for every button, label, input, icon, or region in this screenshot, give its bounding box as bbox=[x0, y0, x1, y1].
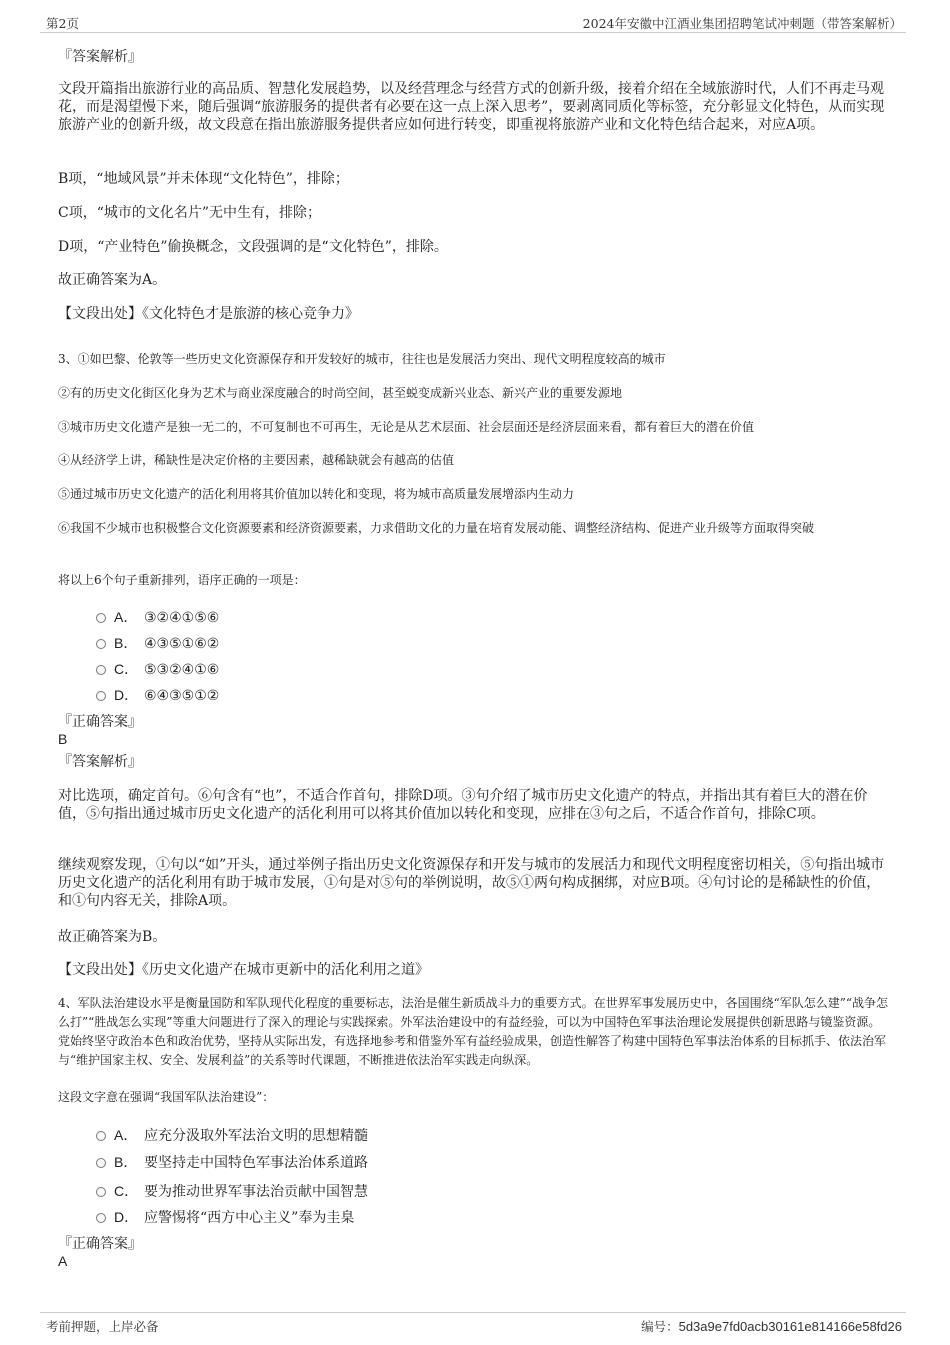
q3-sentence-2: ②有的历史文化街区化身为艺术与商业深度融合的时尚空间，甚至蜕变成新兴业态、新兴产业的重要发源地 bbox=[58, 386, 623, 400]
radio-icon[interactable] bbox=[96, 639, 106, 649]
q4-answer-label: 『正确答案』 bbox=[58, 1236, 142, 1252]
page-header bbox=[40, 10, 906, 33]
q4-option-c[interactable]: C． 要为推动世界军事法治贡献中国智慧 bbox=[96, 1181, 368, 1201]
q2-analysis-paragraph: 文段开篇指出旅游行业的高品质、智慧化发展趋势，以及经营理念与经营方式的创新升级，接着介绍在全域旅游时代，人们不再走马观花，而是渴望慢下来，随后强调“旅游服务的提供者有必要在这一点上深入思考”，要剥离同质化等标签，充分彰显文化特色，从而实现旅游产业的创新升级，故文段意在指出旅游服务提供者应如何进行转变，即重视将旅游产业和文化特色结合起来，对应A项。 bbox=[58, 81, 885, 133]
radio-icon[interactable] bbox=[96, 1187, 106, 1197]
q4-option-d[interactable]: D． 应警惕将“西方中心主义”奉为圭臬 bbox=[96, 1207, 354, 1227]
q2-analysis-b: B项，“地域风景”并未体现“文化特色”，排除； bbox=[58, 171, 349, 187]
page-number: 第2页 bbox=[46, 16, 79, 31]
radio-icon[interactable] bbox=[96, 1213, 106, 1223]
radio-icon[interactable] bbox=[96, 1158, 106, 1168]
q2-analysis-label: 『答案解析』 bbox=[58, 49, 142, 65]
q3-sentence-4: ④从经济学上讲，稀缺性是决定价格的主要因素，越稀缺就会有越高的估值 bbox=[58, 453, 455, 467]
q4-question: 这段文字意在强调“我国军队法治建设”： bbox=[58, 1090, 275, 1104]
q4-option-b[interactable]: B． 要坚持走中国特色军事法治体系道路 bbox=[96, 1152, 368, 1172]
q3-sentence-5: ⑤通过城市历史文化遗产的活化利用将其价值加以转化和变现，将为城市高质量发展增添内生动力 bbox=[58, 487, 575, 501]
q2-source: 【文段出处】《文化特色才是旅游的核心竞争力》 bbox=[58, 306, 359, 322]
page-footer bbox=[40, 1312, 906, 1339]
q3-stem: 3、①如巴黎、伦敦等一些历史文化资源保存和开发较好的城市，往往也是发展活力突出、现代文明程度较高的城市 bbox=[58, 352, 666, 366]
q3-source: 【文段出处】《历史文化遗产在城市更新中的活化利用之道》 bbox=[58, 962, 429, 978]
q3-question: 将以上6个句子重新排列，语序正确的一项是： bbox=[58, 573, 306, 587]
q3-option-c[interactable]: C． ⑤③②④①⑥ bbox=[96, 659, 219, 679]
radio-icon[interactable] bbox=[96, 1131, 106, 1141]
q3-option-d[interactable]: D． ⑥④③⑤①② bbox=[96, 685, 219, 705]
q3-sentence-3: ③城市历史文化遗产是独一无二的，不可复制也不可再生，无论是从艺术层面、社会层面还是经济层面来看，都有着巨大的潜在价值 bbox=[58, 420, 755, 434]
radio-icon[interactable] bbox=[96, 665, 106, 675]
q2-analysis-d: D项，“产业特色”偷换概念，文段强调的是“文化特色”，排除。 bbox=[58, 239, 448, 255]
q3-answer-label: 『正确答案』 bbox=[58, 714, 142, 730]
q3-option-b[interactable]: B． ④③⑤①⑥② bbox=[96, 633, 219, 653]
q3-option-a[interactable]: A． ③②④①⑤⑥ bbox=[96, 607, 219, 627]
q3-answer: B bbox=[58, 731, 68, 747]
q3-analysis-label: 『答案解析』 bbox=[58, 754, 142, 770]
q3-sentence-6: ⑥我国不少城市也积极整合文化资源要素和经济资源要素，力求借助文化的力量在培育发展动能、调整经济结构、促进产业升级等方面取得突破 bbox=[58, 521, 815, 535]
radio-icon[interactable] bbox=[96, 613, 106, 623]
document-title: 2024年安徽中江酒业集团招聘笔试冲刺题（带答案解析） bbox=[582, 16, 902, 31]
q3-analysis-paragraph-2: 继续观察发现，①句以“如”开头，通过举例子指出历史文化资源保存和开发与城市的发展活力和现代文明程度密切相关，⑤句指出城市历史文化遗产的活化利用有助于城市发展，①句是对⑤句的举例说明，故⑤①两句构成捆绑，对应B项。④句讨论的是稀缺性的价值，和①句内容无关，排除A项。 bbox=[58, 857, 885, 909]
q4-stem: 4、军队法治建设水平是衡量国防和军队现代化程度的重要标志，法治是催生新质战斗力的重要方式。在世界军事发展历史中，各国围绕“军队怎么建”“战争怎么打”“胜战怎么实现”等重大问题进行了深入的理论与实践探索。外军法治建设中的有益经验，可以为中国特色军事法治理论发展提供创新思路与镜鉴资源。党始终坚守政治本色和政治优势，坚持从实际出发，有选择地参考和借鉴外军有益经验成果，创造性解答了构建中国特色军事法治体系的目标抓手、依法治军与“维护国家主权、安全、发展利益”的关系等时代课题，不断推进依法治军实践走向纵深。 bbox=[58, 996, 889, 1067]
q2-conclusion: 故正确答案为A。 bbox=[58, 272, 167, 288]
radio-icon[interactable] bbox=[96, 691, 106, 701]
footer-slogan: 考前押题，上岸必备 bbox=[46, 1319, 159, 1334]
q4-answer: A bbox=[58, 1253, 68, 1269]
q4-option-a[interactable]: A． 应充分汲取外军法治文明的思想精髓 bbox=[96, 1125, 368, 1145]
document-code: 编号：5d3a9e7fd0acb30161e814166e58fd26 bbox=[641, 1319, 902, 1334]
q3-analysis-paragraph-1: 对比选项，确定首句。⑥句含有“也”，不适合作首句，排除D项。③句介绍了城市历史文化遗产的特点，并指出其有着巨大的潜在价值，⑤句指出通过城市历史文化遗产的活化利用可以将其价值加以转化和变现，应排在③句之后，不适合作首句，排除C项。 bbox=[58, 788, 868, 822]
q3-conclusion: 故正确答案为B。 bbox=[58, 929, 167, 945]
q2-analysis-c: C项，“城市的文化名片”无中生有，排除； bbox=[58, 205, 322, 221]
